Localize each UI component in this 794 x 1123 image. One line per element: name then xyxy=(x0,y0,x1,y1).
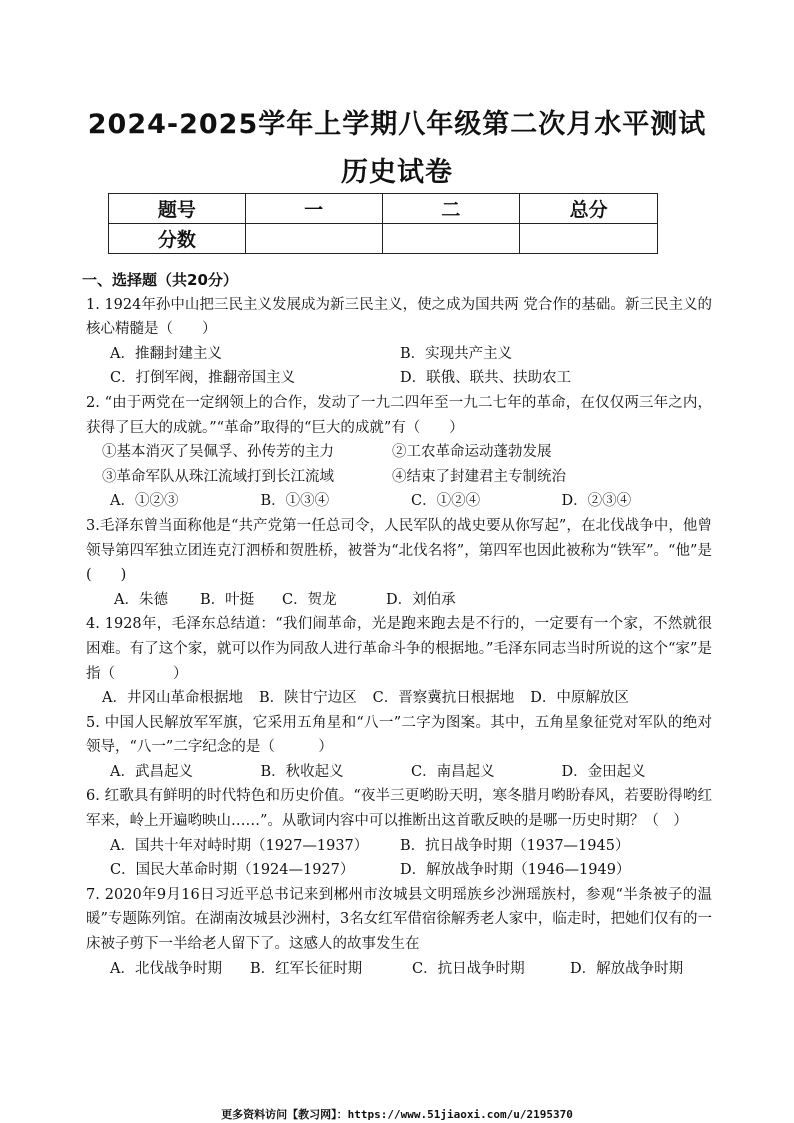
question-2-options xyxy=(86,489,712,514)
question-4-option-b[interactable]: B．陕甘宁边区 xyxy=(258,690,357,707)
footer-link[interactable]: 更多资料访问【教习网】：https://www.51jiaoxi.com/u/2195370 xyxy=(221,1108,573,1121)
question-4-option-c[interactable]: C．晋察冀抗日根据地 xyxy=(372,690,515,707)
question-6-option-a[interactable]: A．国共十年对峙时期（1927—1937） xyxy=(110,837,369,854)
question-6-options-row1 xyxy=(86,834,712,859)
score-table-header-row xyxy=(109,194,658,224)
question-7-option-a[interactable]: A．北伐战争时期 xyxy=(110,960,222,977)
score-header-number: 题号 xyxy=(109,194,246,224)
question-3-option-c[interactable]: C．贺龙 xyxy=(282,591,337,608)
exam-subtitle: 历史试卷 xyxy=(341,157,453,188)
question-4-option-a[interactable]: A．井冈山革命根据地 xyxy=(102,690,243,707)
score-cell-section2[interactable] xyxy=(382,224,520,254)
question-3-option-b[interactable]: B．叶挺 xyxy=(200,591,255,608)
score-row-label: 分数 xyxy=(109,224,246,254)
question-4-options xyxy=(86,686,712,711)
question-7-option-c[interactable]: C．抗日战争时期 xyxy=(412,960,525,977)
question-7-option-d[interactable]: D．解放战争时期 xyxy=(570,960,684,977)
question-5-stem: 5. 中国人民解放军军旗，它采用五角星和“八一”二字为图案。其中，五角星象征党对军队的绝对领导，“八一”二字纪念的是（ ） xyxy=(86,714,712,756)
question-5-option-c[interactable]: C．南昌起义 xyxy=(411,763,495,780)
question-4-option-d[interactable]: D．中原解放区 xyxy=(530,690,629,707)
question-1-stem: 1. 1924年孙中山把三民主义发展成为新三民主义，使之成为国共两 党合作的基础。新三民主义的核心精髓是（ ） xyxy=(86,296,712,338)
question-6-option-d[interactable]: D．解放战争时期（1946—1949） xyxy=(400,862,631,879)
question-3-option-a[interactable]: A．朱德 xyxy=(114,591,168,608)
question-1-option-a[interactable]: A．推翻封建主义 xyxy=(110,345,222,362)
question-5-option-d[interactable]: D．金田起义 xyxy=(561,763,646,780)
question-2-items-row2 xyxy=(86,465,712,490)
score-table xyxy=(108,193,658,254)
question-1-option-c[interactable]: C．打倒军阀，推翻帝国主义 xyxy=(110,370,296,387)
exam-title: 2024-2025学年上学期八年级第二次月水平测试 xyxy=(87,109,707,140)
score-header-total: 总分 xyxy=(520,194,658,224)
score-cell-total[interactable] xyxy=(520,224,658,254)
question-6-stem: 6. 红歌具有鲜明的时代特色和历史价值。“夜半三更哟盼天明，寒冬腊月哟盼春风，若要盼得哟红军来，岭上开遍哟映山……”。从歌词内容中可以推断出这首歌反映的是哪一历史时期？（ ） xyxy=(86,788,712,830)
question-5-option-b[interactable]: B．秋收起义 xyxy=(260,763,344,780)
question-2-option-a[interactable]: A．①②③ xyxy=(110,493,179,510)
question-7-stem: 7. 2020年9月16日习近平总书记来到郴州市汝城县文明瑶族乡沙洲瑶族村，参观“半条被子的温暖”专题陈列馆。在湖南汝城县沙洲村，3名女红军借宿徐解秀老人家中，临走时，把她们仅有的一床被子剪下一半给老人留下了。这感人的故事发生在 xyxy=(86,886,712,953)
question-2-item-2: ②工农革命运动蓬勃发展 xyxy=(392,444,552,461)
question-7-option-b[interactable]: B．红军长征时期 xyxy=(250,960,363,977)
question-2-option-c[interactable]: C．①②④ xyxy=(411,493,481,510)
question-2-item-4: ④结束了封建君主专制统治 xyxy=(392,468,566,485)
question-1-options-row2 xyxy=(86,366,712,391)
question-5-options xyxy=(86,760,712,785)
score-header-section2: 二 xyxy=(382,194,520,224)
question-2-option-b[interactable]: B．①③④ xyxy=(260,493,330,510)
question-2-stem: 2. “由于两党在一定纲领上的合作，发动了一九二四年至一九二七年的革命，在仅仅两三年之内，获得了巨大的成就。”“革命”取得的“巨大的成就”有（ ） xyxy=(86,394,712,436)
question-6-option-b[interactable]: B．抗日战争时期（1937—1945） xyxy=(400,837,630,854)
question-1-options-row1 xyxy=(86,342,712,367)
question-3-stem: 3.毛泽东曾当面称他是“共产党第一任总司令，人民军队的战史要从你写起”，在北伐战争中，他曾领导第四军独立团连克汀泗桥和贺胜桥，被誉为“北伐名将”，第四军也因此被称为“铁军”。“他”是( ) xyxy=(86,517,712,584)
question-3-option-d[interactable]: D．刘伯承 xyxy=(386,591,456,608)
question-7-options xyxy=(86,957,712,982)
question-2-item-3: ③革命军队从珠江流域打到长江流域 xyxy=(102,468,334,485)
question-3-options xyxy=(86,588,712,613)
score-header-section1: 一 xyxy=(245,194,382,224)
question-2-option-d[interactable]: D．②③④ xyxy=(561,493,632,510)
question-2-items-row1 xyxy=(86,440,712,465)
question-2-item-1: ①基本消灭了吴佩孚、孙传芳的主力 xyxy=(102,444,334,461)
question-1-option-d[interactable]: D．联俄、联共、扶助农工 xyxy=(400,370,572,387)
question-content xyxy=(82,268,712,981)
question-5-option-a[interactable]: A．武昌起义 xyxy=(110,763,193,780)
score-cell-section1[interactable] xyxy=(245,224,382,254)
score-table-score-row xyxy=(109,224,658,254)
section-heading: 一、选择题（共20分） xyxy=(82,271,238,289)
question-1-option-b[interactable]: B．实现共产主义 xyxy=(400,345,513,362)
question-6-options-row2 xyxy=(86,858,712,883)
question-4-stem: 4. 1928年，毛泽东总结道：“我们闹革命，光是跑来跑去是不行的，一定要有一个家，不然就很困难。有了这个家，就可以作为同敌人进行革命斗争的根据地。”毛泽东同志当时所说的这个“家”是指（ ） xyxy=(86,616,712,682)
question-6-option-c[interactable]: C．国民大革命时期（1924—1927） xyxy=(110,862,355,879)
